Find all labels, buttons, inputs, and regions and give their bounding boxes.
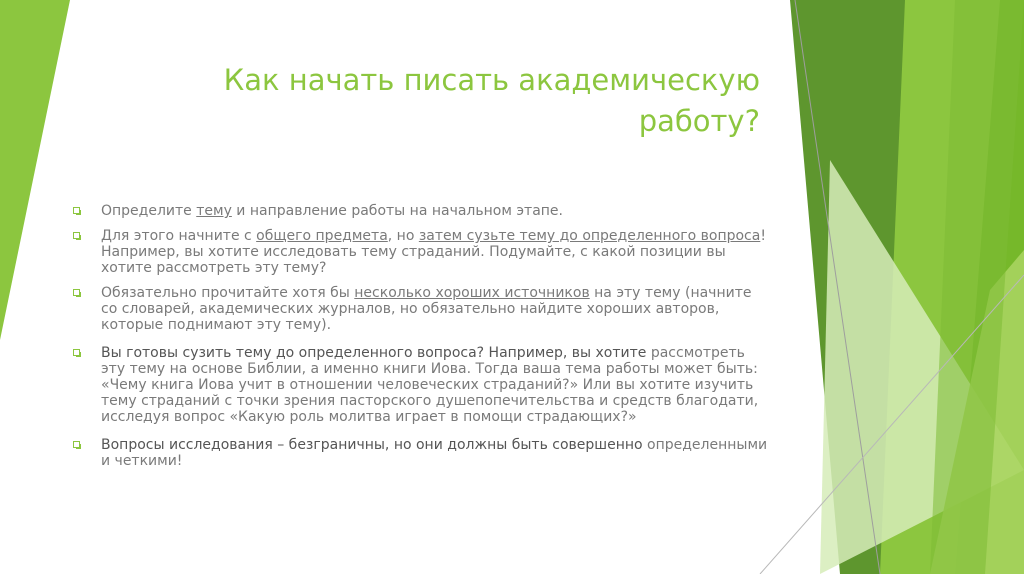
hollow-square-bullet-icon bbox=[73, 349, 80, 356]
list-item: Вы готовы сузить тему до определенного вопроса? Например, вы хотите рассмотреть эту тему на основе Библии, а именно книги Иова. Тогда ваша тема работы может быть: «Чему книга Иова учит в отношении человеческих страданий?» Или вы хотите изучить тему страданий с точки зрения пасторского душепопечительства и средств благодати, исследуя вопрос «Какую роль молитва играет в помощи страдающих?» bbox=[72, 345, 772, 425]
hollow-square-bullet-icon bbox=[73, 232, 80, 239]
list-item: Вопросы исследования – безграничны, но они должны быть совершенно определенными и четкими! bbox=[72, 437, 772, 469]
title-line-1: Как начать писать академическую bbox=[223, 63, 760, 97]
list-item: Обязательно прочитайте хотя бы несколько хороших источников на эту тему (начните со словарей, академических журналов, но обязательно найдите хороших авторов, которые поднимают эту тему). bbox=[72, 285, 772, 333]
slide-title bbox=[140, 60, 760, 142]
hollow-square-bullet-icon bbox=[73, 289, 80, 296]
bullet-list bbox=[72, 203, 772, 478]
title-line-2: работу? bbox=[638, 104, 760, 138]
list-item: Определите тему и направление работы на начальном этапе. bbox=[72, 203, 772, 219]
list-item: Для этого начните с общего предмета, но затем сузьте тему до определенного вопроса! Например, вы хотите исследовать тему страданий. Подумайте, с какой позиции вы хотите рассмотреть эту тему? bbox=[72, 228, 772, 276]
link-good-sources[interactable]: несколько хороших источников bbox=[354, 285, 590, 301]
hollow-square-bullet-icon bbox=[73, 207, 80, 214]
link-general-subject[interactable]: общего предмета bbox=[256, 228, 388, 244]
hollow-square-bullet-icon bbox=[73, 441, 80, 448]
link-topic[interactable]: тему bbox=[196, 203, 232, 219]
left-green-triangle bbox=[0, 0, 70, 340]
link-narrow-topic[interactable]: затем сузьте тему до определенного вопроса bbox=[418, 228, 761, 244]
